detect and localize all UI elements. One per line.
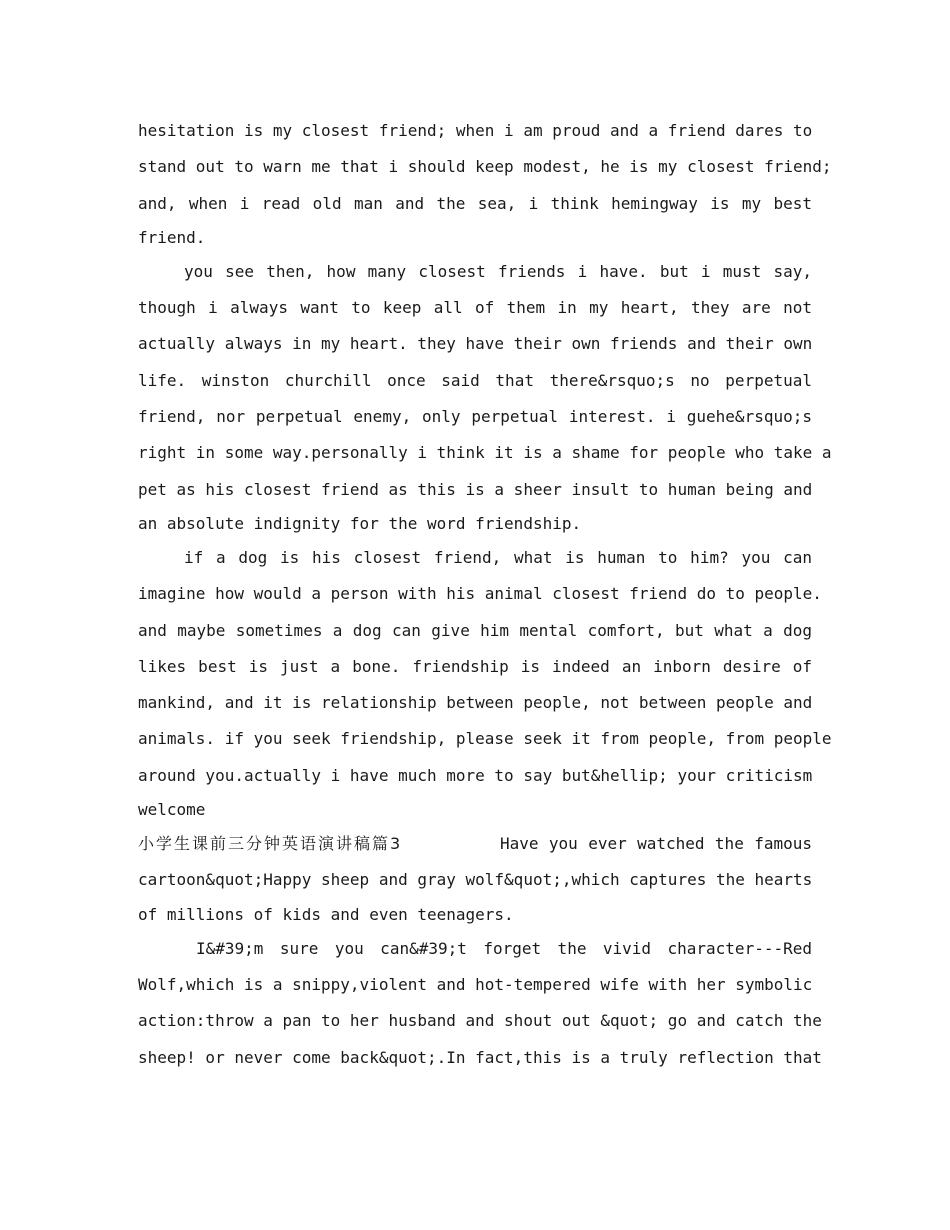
text-line: of millions of kids and even teenagers.: [138, 904, 514, 924]
paragraph-2: [138, 254, 832, 540]
text-line: mankind, and it is relationship between people, not between people and: [138, 693, 813, 713]
paragraph-3: [138, 540, 832, 826]
text-line: stand out to warn me that i should keep modest, he is my closest friend;: [138, 157, 832, 177]
text-line: right in some way.personally i think it is a shame for people who take a: [138, 443, 832, 463]
text-line: and maybe sometimes a dog can give him mental comfort, but what a dog: [138, 620, 812, 640]
text-line: and, when i read old man and the sea, i think hemingway is my best: [138, 193, 812, 213]
text-line: an absolute indignity for the word friendship.: [138, 513, 582, 533]
text-line: action:throw a pan to her husband and shout out &quot; go and catch the: [138, 1011, 822, 1031]
text-line: Wolf,which is a snippy,violent and hot-tempered wife with her symbolic: [138, 974, 813, 994]
paragraph-1: [138, 113, 832, 254]
text-line: though i always want to keep all of them in my heart, they are not: [138, 298, 812, 318]
text-line: imagine how would a person with his animal closest friend do to people.: [138, 584, 822, 604]
paragraph-4: [138, 826, 812, 931]
text-line: friend, nor perpetual enemy, only perpetual interest. i guehe&rsquo;s: [138, 407, 812, 427]
text-line: likes best is just a bone. friendship is indeed an inborn desire of: [138, 656, 812, 676]
paragraph-5: [138, 931, 822, 1076]
text-line: you see then, how many closest friends i have. but i must say,: [184, 261, 812, 281]
text-line: cartoon&quot;Happy sheep and gray wolf&quot;,which captures the hearts: [138, 870, 813, 890]
text-line: life. winston churchill once said that there&rsquo;s no perpetual: [138, 370, 812, 390]
section-heading: 小学生课前三分钟英语演讲稿篇3: [138, 834, 403, 854]
text-line: if a dog is his closest friend, what is human to him? you can: [184, 547, 812, 567]
document-body: [138, 113, 832, 1076]
text-line: sheep! or never come back&quot;.In fact,this is a truly reflection that: [138, 1047, 822, 1067]
text-line: hesitation is my closest friend; when i am proud and a friend dares to: [138, 121, 813, 140]
text-line: around you.actually i have much more to say but&hellip; your criticism: [138, 765, 813, 785]
text-line: I&#39;m sure you can&#39;t forget the vivid character---Red: [196, 938, 812, 958]
text-line: animals. if you seek friendship, please seek it from people, from people: [138, 729, 832, 749]
text-line: friend.: [138, 227, 206, 247]
text-line: Have you ever watched the famous: [500, 834, 812, 854]
heading-line: [138, 826, 812, 862]
text-line: welcome: [138, 800, 206, 820]
text-line: actually always in my heart. they have their own friends and their own: [138, 334, 813, 354]
text-line: pet as his closest friend as this is a sheer insult to human being and: [138, 479, 813, 499]
